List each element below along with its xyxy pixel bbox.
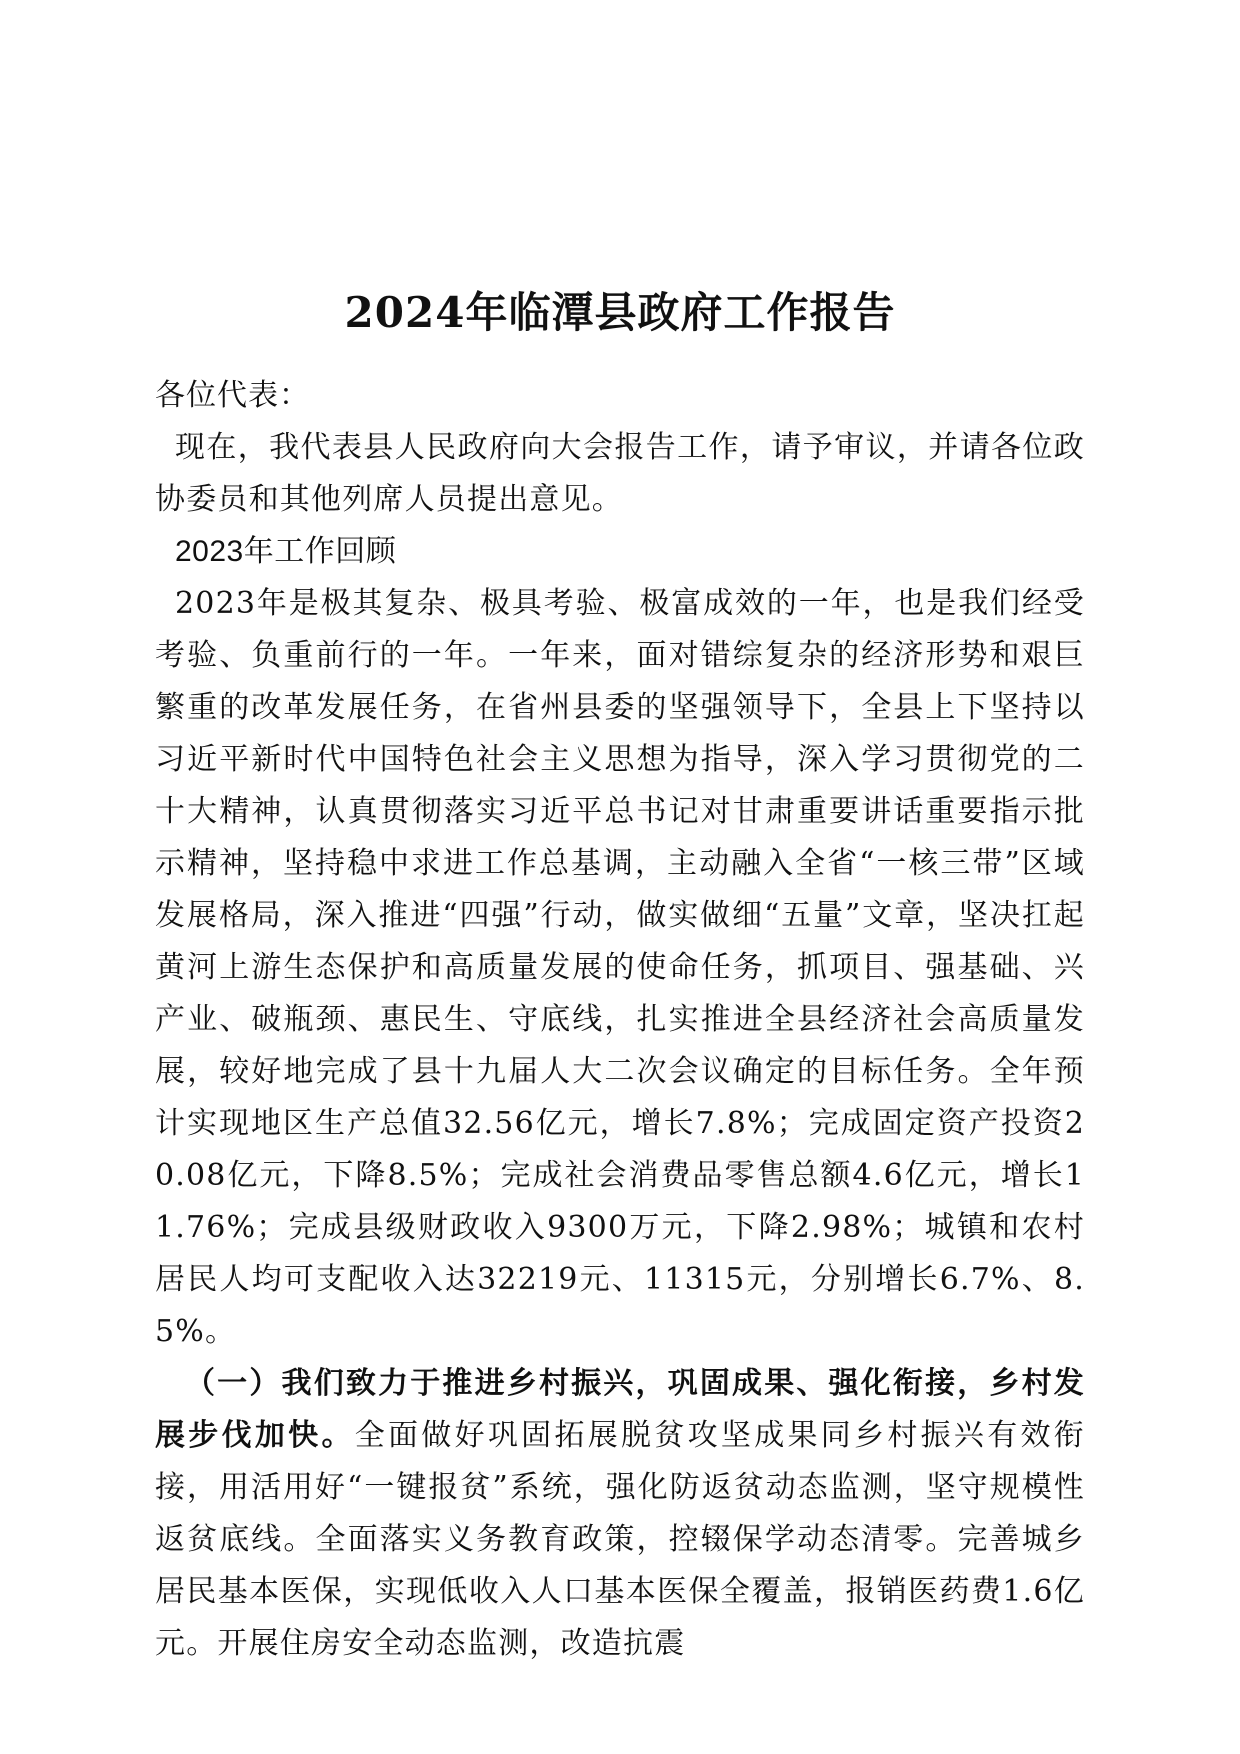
review-paragraph: 2023年是极其复杂、极具考验、极富成效的一年，也是我们经受考验、负重前行的一年。一年来，面对错综复杂的经济形势和艰巨繁重的改革发展任务，在省州县委的坚强领导下，全县上下坚持以习近平新时代中国特色社会主义思想为指导，深入学习贯彻党的二十大精神，认真贯彻落实习近平总书记对甘肃重要讲话重要指示批示精神，坚持稳中求进工作总基调，主动融入全省“一核三带”区域发展格局，深入推进“四强”行动，做实做细“五量”文章，坚决扛起黄河上游生态保护和高质量发展的使命任务，抓项目、强基础、兴产业、破瓶颈、惠民生、守底线，扎实推进全县经济社会高质量发展，较好地完成了县十九届人大二次会议确定的目标任务。全年预计实现地区生产总值32.56亿元，增长7.8%；完成固定资产投资20.08亿元，下降8.5%；完成社会消费品零售总额4.6亿元，增长11.76%；完成县级财政收入9300万元，下降2.98%；城镇和农村居民人均可支配收入达32219元、11315元，分别增长6.7%、8.5%。 (155, 586, 1085, 1349)
subsection-1-paragraph (155, 1358, 1085, 1670)
section-heading: 2023年工作回顾 (175, 535, 397, 568)
subsection-1-lead: （一）我们致力于推进乡村振兴，巩固成果、强化衔接，乡村发展步伐加快。 (155, 1366, 1085, 1453)
intro-paragraph: 现在，我代表县人民政府向大会报告工作，请予审议，并请各位政协委员和其他列席人员提出意见。 (155, 430, 1085, 517)
subsection-1-text: 全面做好巩固拓展脱贫攻坚成果同乡村振兴有效衔接，用活用好“一键报贫”系统，强化防返贫动态监测，坚守规模性返贫底线。全面落实义务教育政策，控辍保学动态清零。完善城乡居民基本医保，实现低收入人口基本医保全覆盖，报销医药费1.6亿元。开展住房安全动态监测，改造抗震 (155, 1418, 1085, 1661)
salutation: 各位代表： (155, 378, 310, 413)
document-body (155, 370, 1085, 1670)
document-title: 2024年临潭县政府工作报告 (344, 288, 896, 338)
